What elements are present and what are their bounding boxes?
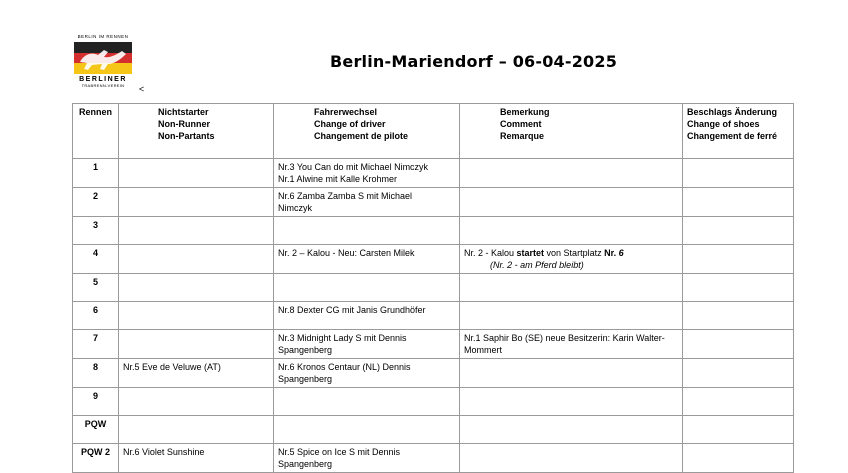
horse-icon bbox=[74, 42, 132, 74]
table-row: 6 Nr.8 Dexter CG mit Janis Grundhöfer bbox=[73, 302, 794, 330]
logo-top-text: BERLIN IM RENNEN bbox=[77, 34, 129, 39]
header-nichtstarter: Nichtstarter Non-Runner Non-Partants bbox=[119, 104, 274, 159]
header-fahrerwechsel: Fahrerwechsel Change of driver Changement de pilote bbox=[274, 104, 460, 159]
logo bbox=[74, 34, 134, 92]
results-table bbox=[72, 103, 794, 473]
table-row: 2 Nr.6 Zamba Zamba S mit Michael Nimczyk bbox=[73, 188, 794, 217]
table-row: 5 bbox=[73, 274, 794, 302]
table-row: PQW 2 Nr.6 Violet Sunshine Nr.5 Spice on Ice S mit Dennis Spangenberg bbox=[73, 444, 794, 473]
table-row: PQW bbox=[73, 416, 794, 444]
remark-race-7: Nr.1 Saphir Bo (SE) neue Besitzerin: Karin Walter- Mommert bbox=[460, 330, 683, 359]
header-bemerkung: Bemerkung Comment Remarque bbox=[460, 104, 683, 159]
logo-flag bbox=[74, 42, 132, 74]
table-row: 4 Nr. 2 – Kalou - Neu: Carsten Milek Nr. 2 - Kalou startet von Startplatz Nr. 6 (Nr. 2 - am Pferd bleibt) bbox=[73, 245, 794, 274]
header-rennen: Rennen bbox=[73, 104, 119, 159]
header-row bbox=[73, 104, 794, 159]
table-row: 3 bbox=[73, 217, 794, 245]
logo-name: BERLINER bbox=[79, 76, 127, 83]
table-row: 8 Nr.5 Eve de Veluwe (AT) Nr.6 Kronos Centaur (NL) Dennis Spangenberg bbox=[73, 359, 794, 388]
table-row: 9 bbox=[73, 388, 794, 416]
table-row: 7 Nr.3 Midnight Lady S mit Dennis Spangenberg Nr.1 Saphir Bo (SE) neue Besitzerin: Karin Walter- Mommert bbox=[73, 330, 794, 359]
table-row: 1 Nr.3 You Can do mit Michael Nimczyk Nr.1 Alwine mit Kalle Krohmer bbox=[73, 159, 794, 188]
header-beschlag: Beschlags Änderung Change of shoes Changement de ferré bbox=[683, 104, 794, 159]
remark-race-4: Nr. 2 - Kalou startet von Startplatz Nr. 6 (Nr. 2 - am Pferd bleibt) bbox=[460, 245, 683, 274]
logo-sub: TRABRENN-VEREIN bbox=[81, 83, 125, 88]
chevron-left-icon[interactable]: < bbox=[139, 84, 145, 94]
page-title: Berlin-Mariendorf – 06-04-2025 bbox=[330, 52, 618, 71]
